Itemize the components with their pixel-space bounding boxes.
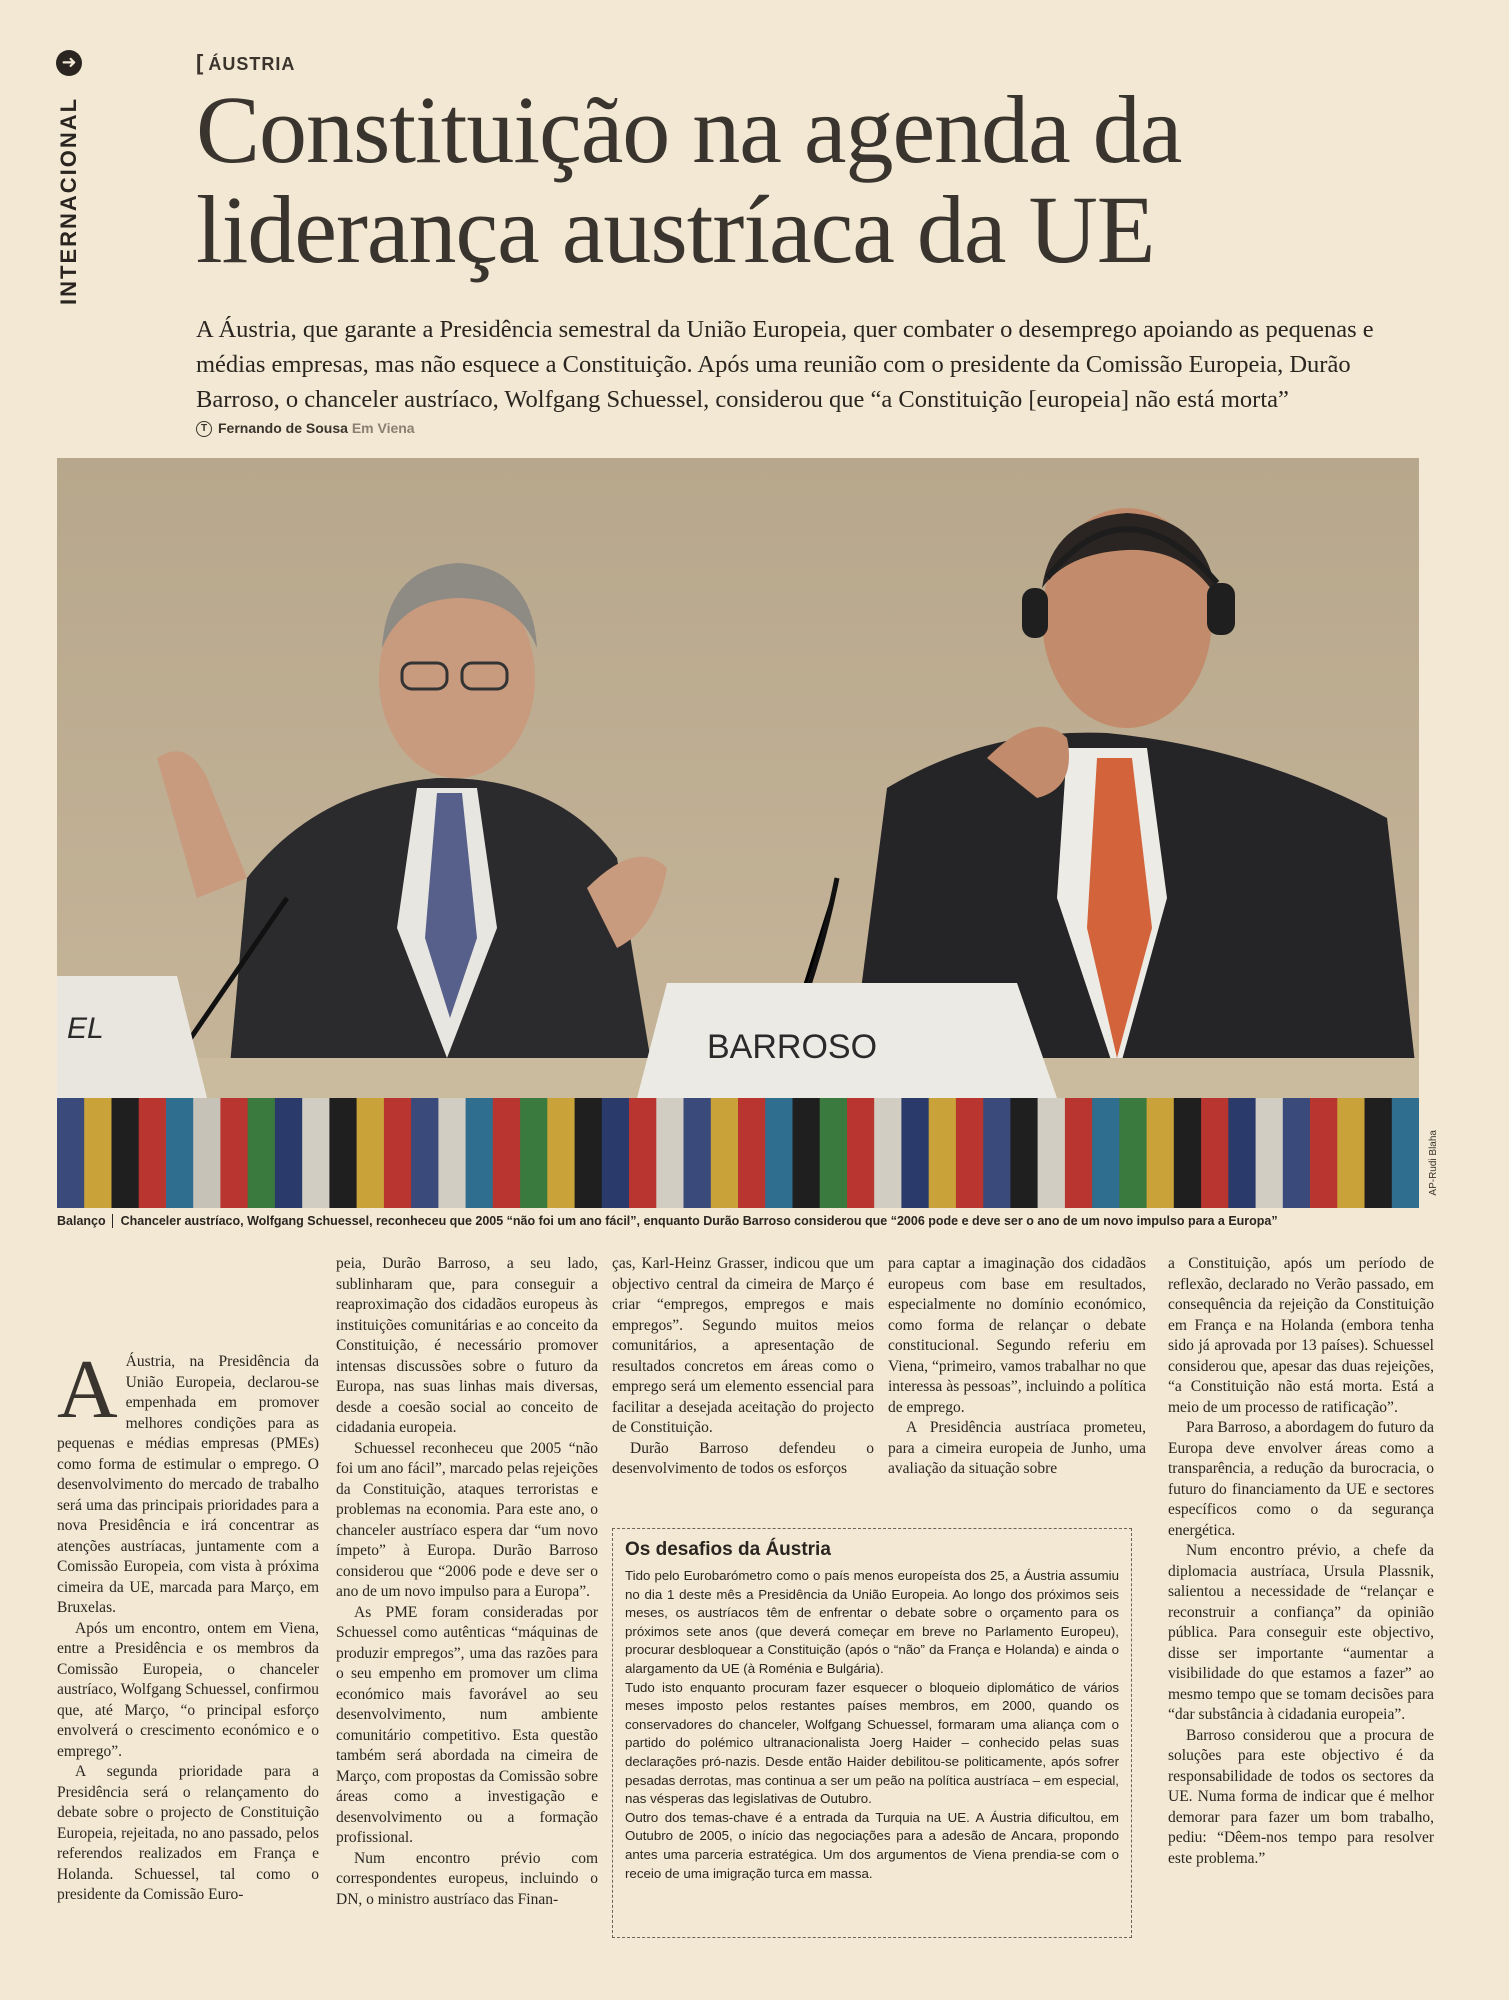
flag-stripe [520,1098,548,1208]
flag-stripe [656,1098,684,1208]
flag-stripe [956,1098,984,1208]
flag-stripe [302,1098,330,1208]
flag-stripe [329,1098,357,1208]
flag-stripe [1337,1098,1365,1208]
box-paragraph: Tido pelo Eurobarómetro como o país menos europeísta dos 25, a Áustria assumiu no dia 1 deste mês a Presidência da União Europeia. Ao longo dos próximos seis meses, os austríacos têm de enfrentar o debate sobre o orçamento para os próximos sete anos (que deverá começar em breve no Parlamento Europeu), procurar desbloquear a Constituição (após o “não” da França e Holanda) e ainda o alargamento da UE (à Roménia e Bulgária). [625,1568,1119,1676]
flag-strip [57,1098,1419,1208]
flag-stripe [1119,1098,1147,1208]
flag-stripe [166,1098,194,1208]
flag-stripe [820,1098,848,1208]
nameplate-right [637,983,1057,1098]
flag-stripe [1365,1098,1393,1208]
section-label [50,50,90,305]
photo-caption [57,1214,1457,1228]
flag-stripe [901,1098,929,1208]
paragraph: As PME foram consideradas por Schuessel como autênticas “máquinas de produzir empregos”, uma das razões para o seu empenho em promover um clima económico mais favorável ao seu desenvolvimento, num ambiente comunitário competitivo. Esta questão também será abordada na cimeira de Março, com propostas da Comissão sobre áreas como a investigação e desenvolvimento ou a formação profissional. [336,1603,598,1846]
flag-stripe [466,1098,494,1208]
flag-stripe [738,1098,766,1208]
paragraph: Num encontro prévio, a chefe da diplomacia austríaca, Ursula Plassnik, salientou a necessidade de “relançar e reconstruir a confiança” da opinião pública. Para conseguir este objectivo, disse ser importante “aumentar a visibilidade do que estamos a fazer” ao mesmo tempo que se tomam decisões para “dar substância à cidadania europeia”. [1168,1542,1434,1723]
flag-stripe [1147,1098,1175,1208]
byline-location: Em Viena [351,420,415,436]
paragraph-text: Áustria, na Presidência da União Europeia, declarou-se empenhada em promover melhores condições para as pequenas e médias empresas (PMEs) como forma de estimular o emprego. O desenvolvimento do mercado de trabalho será uma das principais prioridades para a nova Presidência e irá concentrar as atenções austríacas, juntamente com a Comissão Europeia, com vista à próxima cimeira da UE, marcada para Março, em Bruxelas. [57,1353,319,1616]
paragraph [57,1343,319,1619]
column-3 [612,1254,874,1480]
flag-stripe [1283,1098,1311,1208]
flag-stripe [874,1098,902,1208]
circle-arrow-right-icon: ➜ [56,50,82,76]
flag-stripe [57,1098,85,1208]
flag-stripe [629,1098,657,1208]
paragraph: a Constituição, após um período de reflexão, declarado no Verão passado, em consequência da rejeição da Constituição em França e na Holanda (embora tenha sido já aprovada por 13 países). Schuessel considerou que, apesar das duas rejeições, “a Constituição não está morta. Está a meio de um processo de ratificação”. [1168,1255,1434,1416]
box-title: Os desafios da Áustria [625,1539,831,1560]
flag-stripe [112,1098,140,1208]
flag-stripe [1038,1098,1066,1208]
flag-stripe [357,1098,385,1208]
byline [196,420,415,437]
section-name: INTERNACIONAL [56,96,81,305]
kicker-text: ÁUSTRIA [208,54,296,74]
flag-stripe [248,1098,276,1208]
paragraph: Durão Barroso defendeu o desenvolvimento de todos os esforços [612,1439,874,1477]
photo-credit: AP-Rudi Blaha [1428,1130,1439,1196]
flag-stripe [1228,1098,1256,1208]
sidebar-box [612,1528,1132,1938]
column-4 [888,1254,1146,1480]
flag-stripe [438,1098,466,1208]
flag-stripe [1310,1098,1338,1208]
paragraph: Para Barroso, a abordagem do futuro da Europa deve envolver áreas como a transparência, a redução da burocracia, o futuro do financiamento da UE e sectores específicos como o da segurança energética. [1168,1419,1434,1539]
byline-author: Fernando de Sousa [218,420,348,436]
author-icon: T [196,421,212,437]
flag-stripe [493,1098,521,1208]
paragraph: ças, Karl-Heinz Grasser, indicou que um objectivo central da cimeira de Março é criar “empregos, empregos e mais empregos”. Segundo muitos meios comunitários, a apresentação de resultados concretos em áreas como o emprego será um elemento essencial para facilitar a desejada aceitação do projecto de Constituição. [612,1255,874,1436]
flag-stripe [1065,1098,1093,1208]
paragraph: Após um encontro, ontem em Viena, entre a Presidência e os membros da Comissão Europeia, o chanceler austríaco, Wolfgang Schuessel, confirmou que, até Março, “o principal esforço envolverá o crescimento económico e o emprego”. [57,1619,319,1760]
column-1 [57,1343,319,1906]
kicker-bracket: [ [196,50,205,75]
flag-stripe [575,1098,603,1208]
flag-stripe [220,1098,248,1208]
flag-stripe [275,1098,303,1208]
flag-stripe [1256,1098,1284,1208]
nameplate-left-text: EL [67,1012,104,1045]
caption-label: Balanço [57,1214,113,1228]
flag-stripe [1174,1098,1202,1208]
flag-stripe [847,1098,875,1208]
news-photo [57,458,1419,1208]
paragraph: A Presidência austríaca prometeu, para a cimeira europeia de Junho, uma avaliação da situação sobre [888,1419,1146,1477]
drop-cap: A [57,1343,118,1436]
flag-stripe [547,1098,575,1208]
flag-stripe [193,1098,221,1208]
flag-stripe [411,1098,439,1208]
flag-stripe [1010,1098,1038,1208]
kicker [196,50,295,76]
paragraph: Schuessel reconheceu que 2005 “não foi um ano fácil”, marcado pelas rejeições da Constituição, ataques terroristas e problemas na economia. Para este ano, o chanceler austríaco espera dar “um novo ímpeto” à Europa. Durão Barroso considerou que “2006 pode e deve ser o ano de um novo impulso para a Europa”. [336,1439,598,1600]
headline: Constituição na agenda da liderança austríaca da UE [196,76,1182,283]
flag-stripe [983,1098,1011,1208]
column-2 [336,1254,598,1910]
box-paragraph: Outro dos temas-chave é a entrada da Turquia na UE. A Áustria dificultou, em Outubro de 2005, o início das negociações para a adesão de Ancara, propondo antes uma parceria estratégica. Um dos argumentos de Viena prendia-se com o receio de uma imigração turca em massa. [625,1809,1119,1881]
flag-stripe [1092,1098,1120,1208]
paragraph: Num encontro prévio com correspondentes europeus, incluindo o DN, o ministro austríaco das Finan- [336,1849,598,1908]
flag-stripe [384,1098,412,1208]
lead-paragraph: A Áustria, que garante a Presidência semestral da União Europeia, quer combater o desemprego apoiando as pequenas e médias empresas, mas não esquece a Constituição. Após uma reunião com o presidente da Comissão Europeia, Durão Barroso, o chanceler austríaco, Wolfgang Schuessel, considerou que “a Constituição [europeia] não está morta” [196,316,1374,413]
flag-stripe [602,1098,630,1208]
paragraph: Barroso considerou que a procura de soluções para este objectivo é da responsabilidade de todos os sectores da UE. Numa forma de indicar que é melhor demorar para fazer um bom trabalho, pediu: “Dêem-nos tempo para resolver este problema.” [1168,1726,1434,1867]
photo-illustration [57,458,1419,1208]
column-5 [1168,1254,1434,1869]
caption-text: Chanceler austríaco, Wolfgang Schuessel, reconheceu que 2005 “não foi um ano fácil”, enquanto Durão Barroso considerou que “2006 pode e deve ser o ano de um novo impulso para a Europa” [120,1214,1278,1228]
nameplate-right-text: BARROSO [707,1028,878,1066]
flag-stripe [1392,1098,1419,1208]
flag-stripe [793,1098,821,1208]
flag-stripe [929,1098,957,1208]
paragraph: peia, Durão Barroso, a seu lado, sublinharam que, para conseguir a reaproximação dos cidadãos europeus às instituições comunitárias e ao conceito da Constituição, é necessário promover intensas discussões sobre o futuro da Europa, nas suas linhas mais diversas, desde a coesão social ao conceito de cidadania europeia. [336,1255,598,1436]
paragraph: A segunda prioridade para a Presidência será o relançamento do debate sobre o projecto de Constituição Europeia, rejeitada, no ano passado, pelos referendos realizados em França e Holanda. Schuessel, tal como o presidente da Comissão Euro- [57,1763,319,1903]
box-paragraph: Tudo isto enquanto procuram fazer esquecer o bloqueio diplomático de vários meses imposto pelos restantes países membros, em 2000, quando os conservadores do chanceler, Wolfgang Schuessel, formaram uma aliança com o partido do polémico ultranacionalista Joerg Haider – conhecido pelas suas declarações pró-nazis. Desde então Haider debilitou-se politicamente, após sofrer pesadas derrotas, mas continua a ser um peão na política austríaca – em especial, nas vésperas das legislativas de Outubro. [625,1679,1119,1807]
paragraph: para captar a imaginação dos cidadãos europeus com base em resultados, especialmente no domínio económico, como forma de relançar o debate constitucional. Segundo referiu em Viena, “primeiro, vamos trabalhar no que interessa às pessoas”, incluindo a política de emprego. [888,1255,1146,1416]
flag-stripe [711,1098,739,1208]
flag-stripe [1201,1098,1229,1208]
flag-stripe [765,1098,793,1208]
flag-stripe [139,1098,167,1208]
flag-stripe [684,1098,712,1208]
flag-stripe [84,1098,112,1208]
